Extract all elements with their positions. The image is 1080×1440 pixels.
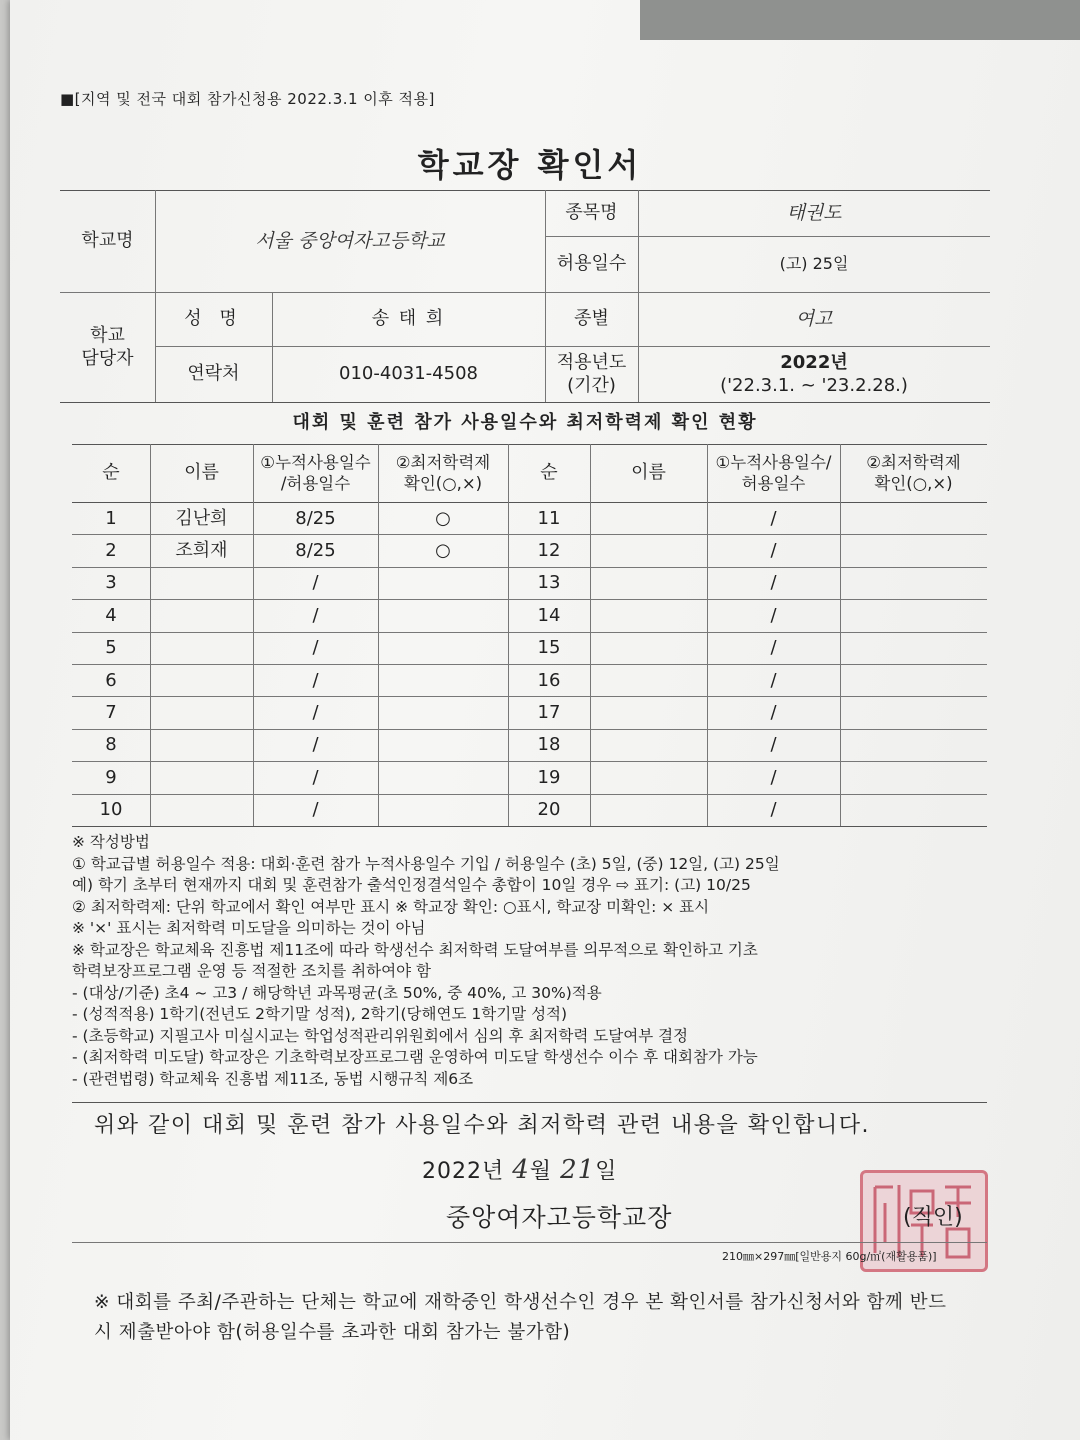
header-days-line: ①누적사용일수/: [715, 452, 832, 472]
row-check: [378, 696, 508, 728]
row-check: [840, 632, 987, 664]
row-number: 15: [537, 637, 561, 659]
row-days: /: [312, 766, 319, 788]
note-line: 예) 학기 초부터 현재까지 대회 및 훈련참가 출석인정결석일수 총합이 10일 경우 ⇨ 표기: (고) 10/25: [72, 876, 751, 894]
row-number: 20: [537, 799, 561, 821]
staff-label: [60, 292, 155, 402]
row-number: 1: [105, 507, 117, 529]
row-number: 7: [105, 701, 117, 723]
note-line: ① 학교급별 허용일수 적용: 대회·훈련 참가 누적사용일수 기입 / 허용일수 (초) 5일, (중) 12일, (고) 25일: [72, 854, 780, 873]
year-label: [545, 346, 638, 402]
sport-label: 종목명: [565, 202, 618, 224]
row-check: ○: [435, 507, 451, 529]
issue-date: [422, 1154, 617, 1185]
header-days: [707, 444, 840, 502]
paper-spec: 210㎜×297㎜[일반용지 60g/㎡(재활용품)]: [722, 1250, 937, 1263]
row-name: [150, 729, 253, 761]
row-number: 8: [105, 734, 117, 756]
row-name: [150, 761, 253, 793]
document-title: 학교장 확인서: [417, 146, 643, 184]
year-label-line2: (기간): [567, 375, 616, 396]
row-check: [378, 599, 508, 631]
row-check: [378, 567, 508, 599]
row-days: /: [312, 669, 319, 691]
note-line: - (최저학력 미도달) 학교장은 기초학력보장프로그램 운영하여 미도달 학생선수 이수 후 대회참가 가능: [72, 1048, 758, 1066]
year-value-period: ('22.3.1. ~ '23.2.28.): [720, 375, 908, 396]
row-check: [840, 696, 987, 728]
row-check: [840, 729, 987, 761]
row-number: 19: [537, 766, 561, 788]
row-days: /: [770, 799, 777, 821]
row-days: /: [770, 701, 777, 723]
note-line: 학력보장프로그램 운영 등 적절한 조치를 취하여야 함: [72, 962, 431, 980]
row-name: [150, 599, 253, 631]
year-label-line1: 적용년도: [556, 351, 627, 373]
year-value: [638, 346, 990, 402]
header-check-line: 확인(○,×): [403, 474, 483, 493]
section-title: 대회 및 훈련 참가 사용일수와 최저학력제 확인 현황: [292, 412, 758, 433]
row-name: [590, 567, 707, 599]
header-days-line: ①누적사용일수: [260, 452, 371, 472]
header-days: [253, 444, 378, 502]
name-label: 성 명: [184, 308, 243, 330]
row-name: [150, 696, 253, 728]
row-number: 9: [105, 766, 117, 788]
row-check: [840, 599, 987, 631]
note-line: - (대상/기준) 초4 ~ 고3 / 해당학년 과목평균(초 50%, 중 40%, 고 30%)적용: [72, 983, 602, 1002]
footer-line: 시 제출받아야 함(허용일수를 초과한 대회 참가는 불가함): [94, 1322, 571, 1343]
row-check: [378, 761, 508, 793]
row-number: 5: [105, 637, 117, 659]
seal-label: (직인): [903, 1205, 963, 1230]
document-page: [10, 0, 1080, 1440]
row-days: /: [770, 669, 777, 691]
header-no: 순: [540, 462, 558, 484]
row-name: [590, 664, 707, 696]
row-days: 8/25: [295, 539, 336, 561]
row-name: 조희재: [175, 539, 228, 561]
row-days: /: [770, 637, 777, 659]
principal-name: 중앙여자고등학교장: [446, 1203, 673, 1232]
row-days: /: [312, 734, 319, 756]
row-days: /: [312, 637, 319, 659]
row-number: 10: [99, 799, 123, 821]
row-name: [590, 729, 707, 761]
row-days: /: [312, 572, 319, 594]
header-no: 순: [102, 462, 120, 484]
header-name: 이름: [184, 462, 219, 484]
row-check: ○: [435, 539, 451, 561]
row-name: [150, 632, 253, 664]
header-check: [840, 444, 987, 502]
type-label: 종별: [574, 308, 609, 330]
row-days: /: [770, 539, 777, 561]
allowed-days-label: 허용일수: [556, 253, 627, 275]
row-check: [840, 534, 987, 566]
header-check: [378, 444, 508, 502]
confirm-text: 위와 같이 대회 및 훈련 참가 사용일수와 최저학력 관련 내용을 확인합니다.: [94, 1113, 870, 1138]
header-check-line: ②최저학력제: [395, 452, 491, 472]
row-name: [590, 502, 707, 534]
row-check: [840, 761, 987, 793]
date-day: 21: [560, 1155, 596, 1185]
note-line: - (성적적용) 1학기(전년도 2학기말 성적), 2학기(당해연도 1학기말 성적): [72, 1005, 568, 1023]
row-check: [840, 502, 987, 534]
row-name: [590, 761, 707, 793]
row-name: [150, 664, 253, 696]
row-number: 13: [537, 572, 561, 594]
staff-label-line2: 담당자: [81, 348, 134, 369]
staff-label-line1: 학교: [90, 324, 125, 346]
row-name: [590, 696, 707, 728]
note-line: - (초등학교) 지필고사 미실시교는 학업성적관리위원회에서 심의 후 최저학력 도달여부 결정: [72, 1026, 689, 1045]
header-check-line: 확인(○,×): [874, 474, 953, 493]
writing-notes: [72, 832, 1002, 1090]
note-line: ※ 작성방법: [72, 833, 150, 851]
footer-note: [94, 1288, 1054, 1348]
row-name: [590, 632, 707, 664]
contact-label: 연락처: [187, 363, 240, 385]
type-value: 여고: [795, 307, 833, 330]
row-number: 2: [105, 539, 117, 561]
school-value: 서울 중앙여자고등학교: [255, 229, 445, 252]
row-name: [590, 534, 707, 566]
header-days-line: 허용일수: [741, 474, 806, 493]
contact-value: 010-4031-4508: [339, 363, 478, 385]
row-name: 김난희: [175, 507, 228, 529]
row-days: /: [770, 507, 777, 529]
row-number: 6: [105, 669, 117, 691]
date-month-label: 월: [529, 1159, 553, 1184]
name-value: 송 태 희: [371, 308, 446, 330]
row-days: 8/25: [295, 507, 336, 529]
date-year: 2022년: [422, 1159, 505, 1184]
allowed-days-value: (고) 25일: [779, 253, 849, 273]
row-name: [590, 599, 707, 631]
row-check: [840, 664, 987, 696]
row-number: 14: [537, 604, 561, 626]
row-days: /: [770, 734, 777, 756]
row-name: [590, 794, 707, 826]
background-corner: [640, 0, 1080, 40]
sport-value: 태권도: [786, 201, 842, 224]
note-line: ② 최저학력제: 단위 학교에서 확인 여부만 표시 ※ 학교장 확인: ○표시, 학교장 미확인: × 표시: [72, 897, 710, 916]
row-check: [378, 664, 508, 696]
row-check: [378, 794, 508, 826]
row-check: [378, 632, 508, 664]
row-name: [150, 567, 253, 599]
date-day-label: 일: [595, 1159, 618, 1184]
row-number: 3: [105, 572, 117, 594]
row-days: /: [312, 604, 319, 626]
header-name: 이름: [631, 462, 666, 484]
row-days: /: [770, 572, 777, 594]
row-number: 17: [537, 701, 561, 723]
row-number: 18: [537, 734, 561, 756]
note-line: ※ 학교장은 학교체육 진흥법 제11조에 따라 학생선수 최저학력 도달여부를 의무적으로 확인하고 기초: [72, 940, 758, 959]
row-days: /: [770, 604, 777, 626]
row-number: 16: [537, 669, 561, 691]
header-days-line: /허용일수: [280, 474, 351, 493]
header-note: ■[지역 및 전국 대회 참가신청용 2022.3.1 이후 적용]: [60, 90, 435, 108]
row-days: /: [770, 766, 777, 788]
header-check-line: ②최저학력제: [866, 452, 961, 472]
row-number: 11: [537, 507, 561, 529]
row-number: 4: [105, 604, 117, 626]
date-month: 4: [512, 1155, 530, 1185]
note-line: ※ '×' 표시는 최저학력 미도달을 의미하는 것이 아님: [72, 919, 426, 937]
school-label: 학교명: [81, 230, 134, 252]
note-line: - (관련법령) 학교체육 진흥법 제11조, 동법 시행규칙 제6조: [72, 1069, 474, 1088]
row-check: [378, 729, 508, 761]
table-row-border: [72, 826, 987, 827]
row-check: [840, 794, 987, 826]
year-value-year: 2022년: [780, 351, 848, 373]
row-check: [840, 567, 987, 599]
row-name: [150, 794, 253, 826]
row-days: /: [312, 701, 319, 723]
row-days: /: [312, 799, 319, 821]
footer-line: ※ 대회를 주최/주관하는 단체는 학교에 재학중인 학생선수인 경우 본 확인서를 참가신청서와 함께 반드: [94, 1292, 947, 1313]
row-number: 12: [537, 539, 561, 561]
